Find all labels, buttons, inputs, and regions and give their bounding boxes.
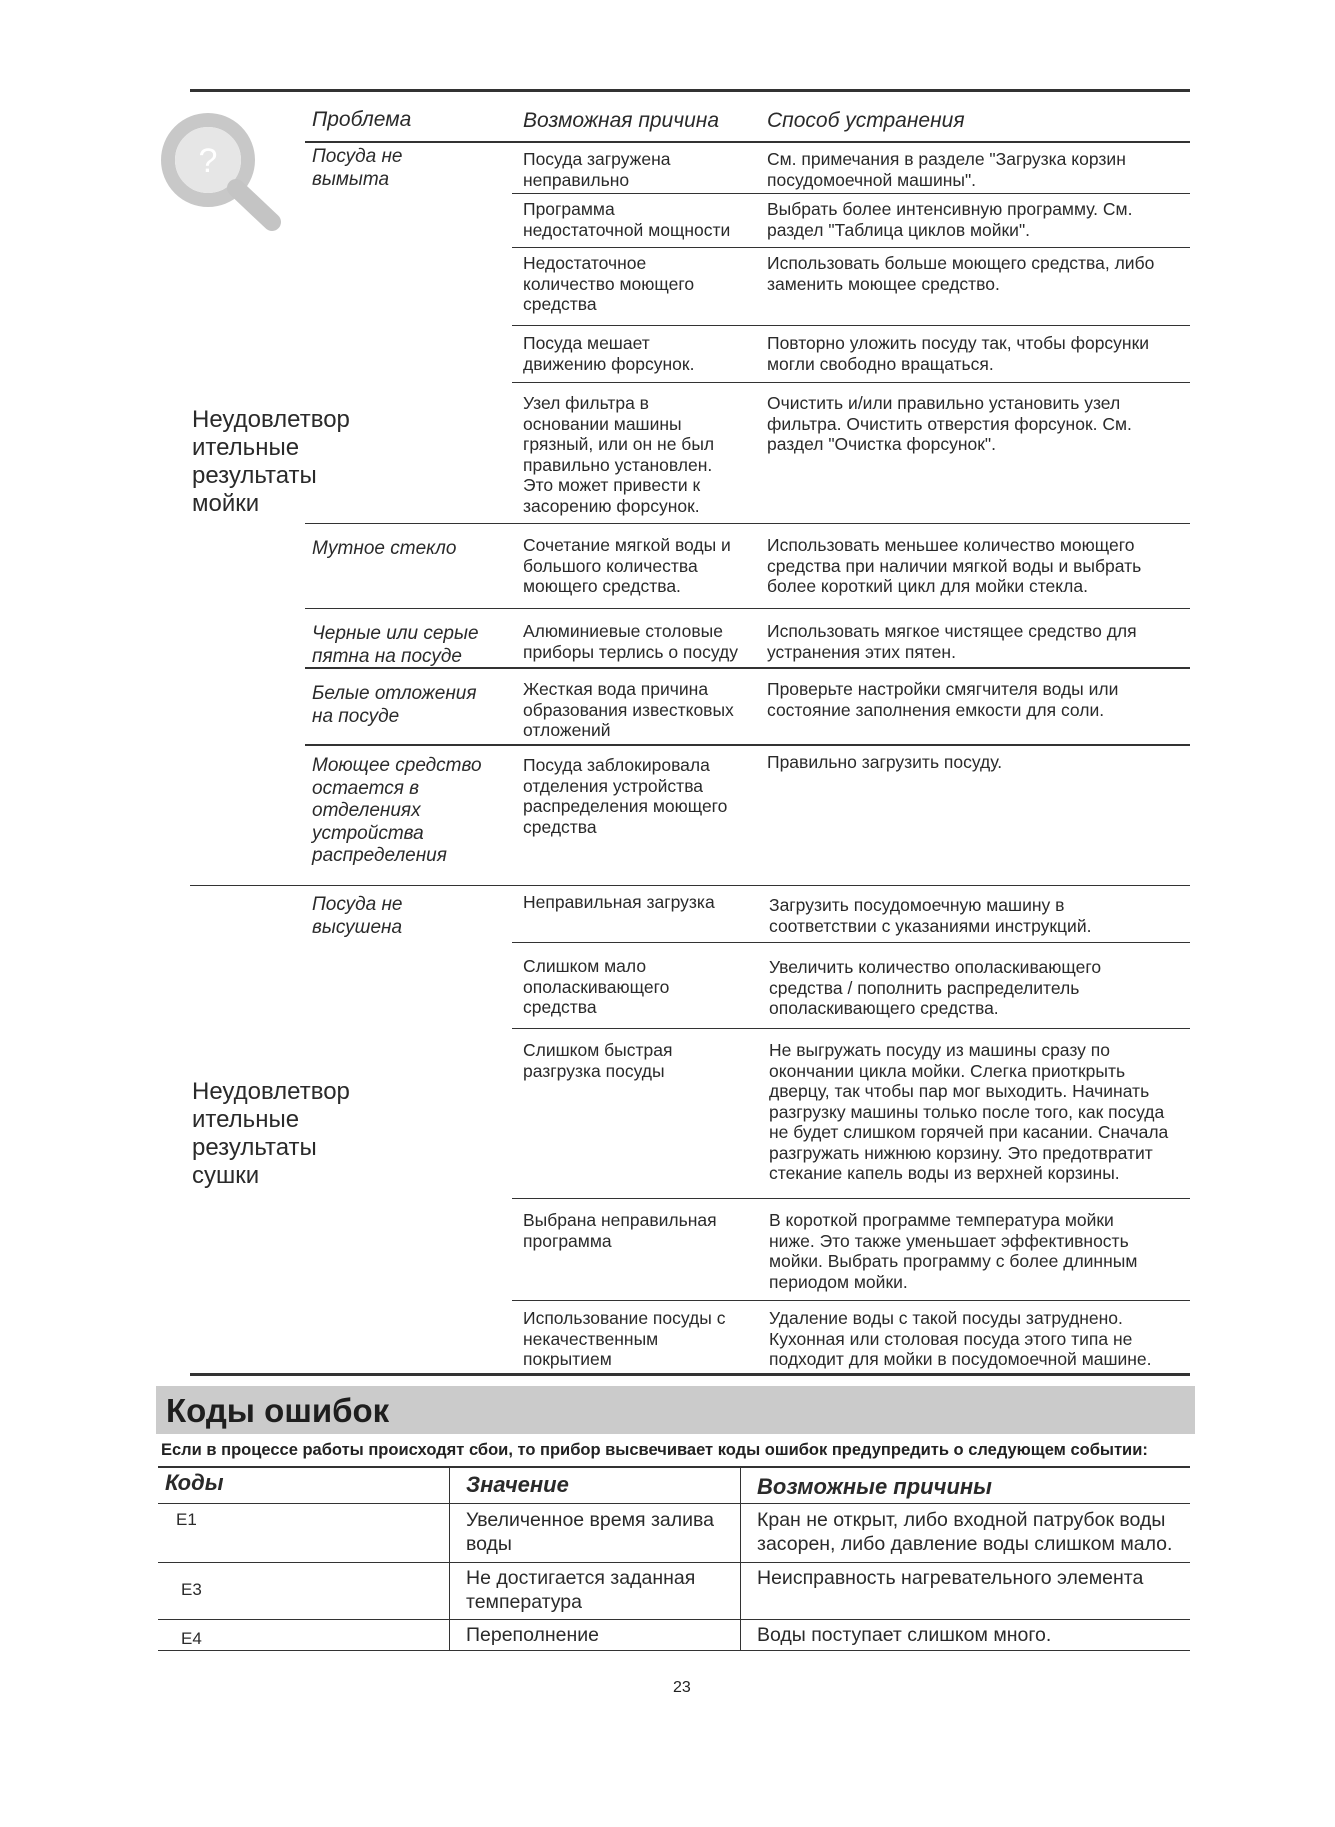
problem-detergent-left: Моющее средство остается в отделениях устройства распределения xyxy=(312,755,482,866)
header-causes: Возможные причины xyxy=(757,1474,992,1499)
question-magnifier-icon xyxy=(160,112,290,232)
table-top-rule xyxy=(190,89,1190,92)
problem-not-washed: Посуда не вымыта xyxy=(312,146,403,190)
error-code: E3 xyxy=(181,1580,202,1599)
cause-cell: Использование посуды с некачественным покрытием xyxy=(523,1308,726,1369)
row-divider xyxy=(305,523,1190,524)
remedy-cell: Выбрать более интенсивную программу. См. раздел "Таблица циклов мойки". xyxy=(767,199,1133,240)
cause-cell: Жесткая вода причина образования известковых отложений xyxy=(523,679,734,740)
remedy-cell: Правильно загрузить посуду. xyxy=(767,752,1003,772)
row-divider xyxy=(512,1198,1190,1199)
cause-cell: Неправильная загрузка xyxy=(523,892,715,912)
remedy-cell: См. примечания в разделе "Загрузка корзин посудомоечной машины". xyxy=(767,149,1126,190)
section-divider xyxy=(190,885,1190,886)
page-number: 23 xyxy=(673,1679,691,1696)
remedy-cell: Увеличить количество ополаскивающего средства / пополнить распределитель ополаскивающего средства. xyxy=(769,957,1102,1018)
error-cause: Неисправность нагревательного элемента xyxy=(757,1567,1144,1589)
column-divider xyxy=(449,1468,450,1651)
header-codes: Коды xyxy=(165,1470,224,1495)
header-remedy: Способ устранения xyxy=(767,109,965,132)
header-problem: Проблема xyxy=(312,108,412,131)
row-divider xyxy=(305,667,1190,669)
error-header-rule xyxy=(158,1503,1190,1504)
cause-cell: Посуда мешает движению форсунок. xyxy=(523,333,695,374)
error-meaning: Увеличенное время залива воды xyxy=(466,1509,715,1555)
category-washing: Неудовлетвор ительные результаты мойки xyxy=(192,406,350,517)
error-meaning: Переполнение xyxy=(466,1624,600,1646)
cause-cell: Программа недостаточной мощности xyxy=(523,199,731,240)
row-divider xyxy=(305,608,1190,609)
remedy-cell: Проверьте настройки смягчителя воды или состояние заполнения емкости для соли. xyxy=(767,679,1119,720)
cause-cell: Слишком мало ополаскивающего средства xyxy=(523,956,670,1017)
error-row-divider xyxy=(158,1562,1190,1563)
remedy-cell: Использовать больше моющего средства, либо заменить моющее средство. xyxy=(767,253,1155,294)
section-title: Коды ошибок xyxy=(166,1392,390,1429)
row-divider xyxy=(512,193,1190,194)
remedy-cell: Не выгружать посуду из машины сразу по окончании цикла мойки. Слегка приоткрыть дверцу, так чтобы пар мог выходить. Начинать разгрузку машины только после того, как посуда не будет слишком горячей при касании. Сначала разгружать нижнюю корзину. Это предотвратит стекание капель воды из верхней корзины. xyxy=(769,1040,1169,1183)
row-divider xyxy=(512,325,1190,326)
remedy-cell: Удаление воды с такой посуды затруднено. Кухонная или столовая посуда этого типа не подходит для мойки в посудомоечной машине. xyxy=(769,1308,1152,1369)
section-intro: Если в процессе работы происходят сбои, то прибор высвечивает коды ошибок предупредить о следующем событии: xyxy=(161,1441,1148,1459)
cause-cell: Недостаточное количество моющего средства xyxy=(523,253,695,314)
remedy-cell: В короткой программе температура мойки ниже. Это также уменьшает эффективность мойки. Выбрать программу с более длинным периодом мойки. xyxy=(769,1210,1138,1292)
column-divider xyxy=(740,1468,741,1651)
error-cause: Кран не открыт, либо входной патрубок воды засорен, либо давление воды слишком мало. xyxy=(757,1509,1173,1555)
header-meaning: Значение xyxy=(466,1472,569,1497)
header-rule xyxy=(305,141,1190,143)
cause-cell: Посуда загружена неправильно xyxy=(523,149,671,190)
row-divider xyxy=(512,247,1190,248)
row-divider xyxy=(305,744,1190,746)
error-code: E1 xyxy=(176,1510,197,1529)
error-row-divider xyxy=(158,1619,1190,1620)
remedy-cell: Использовать меньшее количество моющего средства при наличии мягкой воды и выбрать более короткий цикл для мойки стекла. xyxy=(767,535,1142,596)
row-divider xyxy=(512,1028,1190,1029)
error-meaning: Не достигается заданная температура xyxy=(466,1567,696,1613)
error-code: E4 xyxy=(181,1629,202,1648)
table-bottom-rule xyxy=(190,1373,1190,1376)
remedy-cell: Загрузить посудомоечную машину в соответствии с указаниями инструкций. xyxy=(769,895,1092,936)
error-table-top-rule xyxy=(158,1466,1190,1468)
row-divider xyxy=(512,942,1190,943)
cause-cell: Узел фильтра в основании машины грязный, или он не был правильно установлен. Это может привести к засорению форсунок. xyxy=(523,393,715,516)
remedy-cell: Использовать мягкое чистящее средство для устранения этих пятен. xyxy=(767,621,1137,662)
error-table-bottom-rule xyxy=(158,1650,1190,1651)
cause-cell: Посуда заблокировала отделения устройства распределения моющего средства xyxy=(523,755,728,837)
category-drying: Неудовлетвор ительные результаты сушки xyxy=(192,1078,350,1189)
problem-cloudy-glass: Мутное стекло xyxy=(312,538,457,559)
row-divider xyxy=(512,382,1190,383)
error-cause: Воды поступает слишком много. xyxy=(757,1624,1052,1646)
remedy-cell: Очистить и/или правильно установить узел фильтра. Очистить отверстия форсунок. См. раздел "Очистка форсунок". xyxy=(767,393,1132,454)
problem-not-dried: Посуда не высушена xyxy=(312,894,403,938)
svg-text:?: ? xyxy=(198,142,218,180)
row-divider xyxy=(512,1300,1190,1301)
header-cause: Возможная причина xyxy=(523,109,720,132)
cause-cell: Слишком быстрая разгрузка посуды xyxy=(523,1040,673,1081)
cause-cell: Алюминиевые столовые приборы терлись о посуду xyxy=(523,621,738,662)
cause-cell: Выбрана неправильная программа xyxy=(523,1210,717,1251)
problem-white-deposits: Белые отложения на посуде xyxy=(312,683,477,727)
cause-cell: Сочетание мягкой воды и большого количества моющего средства. xyxy=(523,535,731,596)
remedy-cell: Повторно уложить посуду так, чтобы форсунки могли свободно вращаться. xyxy=(767,333,1150,374)
problem-black-spots: Черные или серые пятна на посуде xyxy=(312,623,479,667)
